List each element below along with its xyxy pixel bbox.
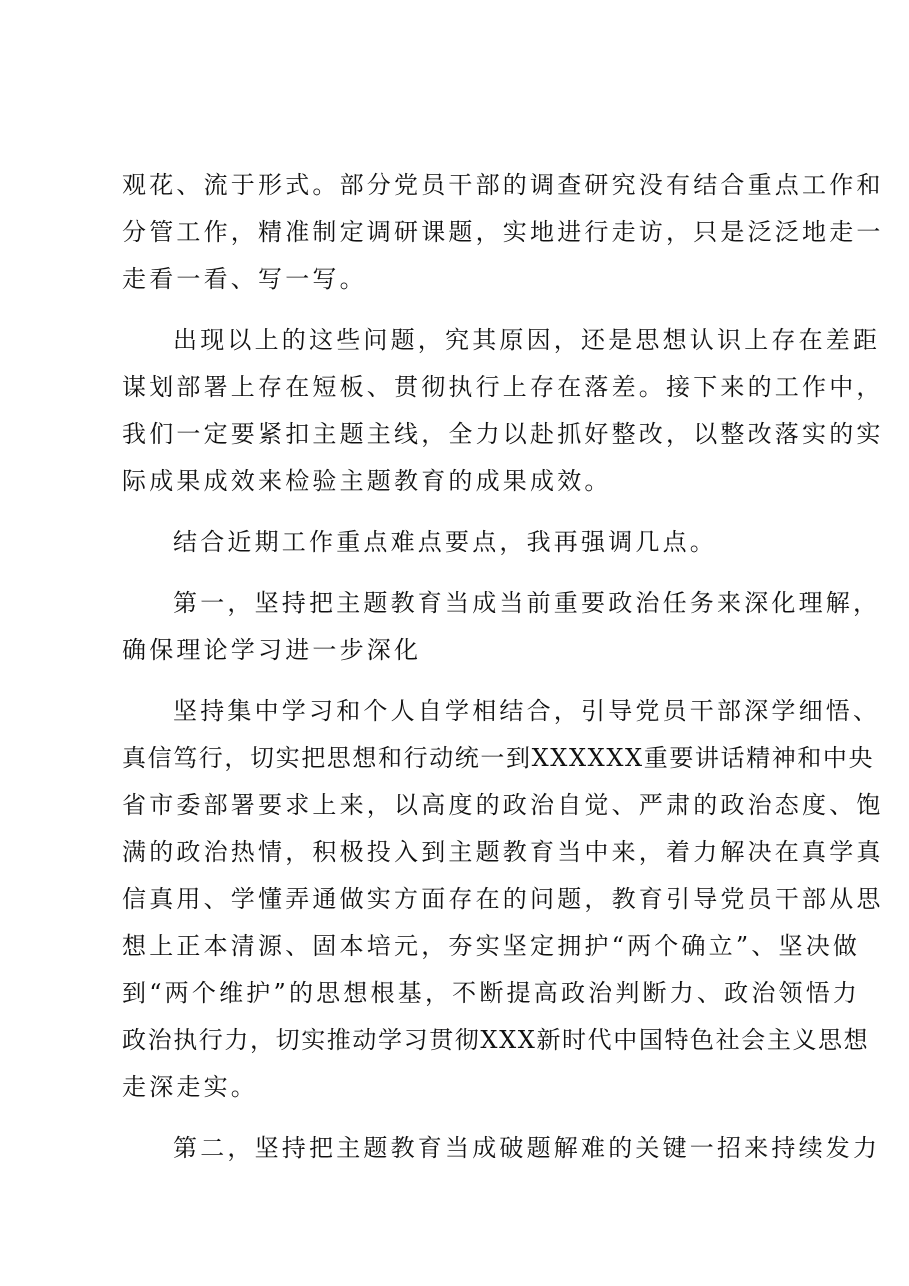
- text-line: 省市委部署要求上来，以高度的政治自觉、严肃的政治态度、饱: [122, 791, 884, 819]
- text-line: 走看一看、写一写。: [122, 265, 367, 293]
- text-line: 际成果成效来检验主题教育的成果成效。: [122, 467, 612, 495]
- paragraph-5: [122, 688, 884, 1111]
- text-line: 确保理论学习进一步深化: [122, 636, 422, 664]
- text-line: 第二，坚持把主题教育当成破题解难的关键一招来持续发力: [173, 1134, 881, 1162]
- text-line: 真信笃行，切实把思想和行动统一到XXXXXX重要讲话精神和中央: [122, 744, 875, 772]
- text-line: 谋划部署上存在短板、贯彻执行上存在落差。接下来的工作中，: [122, 373, 884, 401]
- paragraph-1: [122, 162, 884, 303]
- text-line: 政治执行力，切实推动学习贯彻XXX新时代中国特色社会主义思想: [122, 1026, 870, 1054]
- paragraph-4-heading: [122, 580, 881, 674]
- text-line: 我们一定要紧扣主题主线，全力以赴抓好整改，以整改落实的实: [122, 420, 884, 448]
- text-line: 满的政治热情，积极投入到主题教育当中来，着力解决在真学真: [122, 838, 884, 866]
- document-body: [122, 162, 884, 1172]
- text-line: 信真用、学懂弄通做实方面存在的问题，教育引导党员干部从思: [122, 885, 884, 913]
- paragraph-2: [122, 317, 884, 505]
- paragraph-3: [122, 519, 822, 566]
- text-line: 想上正本清源、固本培元，夯实坚定拥护“两个确立”、坚决做: [122, 932, 861, 960]
- paragraph-6-heading: [122, 1125, 881, 1172]
- text-line: 分管工作，精准制定调研课题，实地进行走访，只是泛泛地走一: [122, 218, 884, 246]
- text-line: 坚持集中学习和个人自学相结合，引导党员干部深学细悟、: [173, 697, 881, 725]
- text-line: 观花、流于形式。部分党员干部的调查研究没有结合重点工作和: [122, 171, 884, 199]
- text-line: 走深走实。: [122, 1073, 258, 1101]
- text-line: 到“两个维护”的思想根基，不断提高政治判断力、政治领悟力: [122, 979, 861, 1007]
- text-line: 第一，坚持把主题教育当成当前重要政治任务来深化理解，: [173, 589, 881, 617]
- text-line: 结合近期工作重点难点要点，我再强调几点。: [173, 528, 717, 556]
- text-line: 出现以上的这些问题，究其原因，还是思想认识上存在差距: [173, 326, 881, 354]
